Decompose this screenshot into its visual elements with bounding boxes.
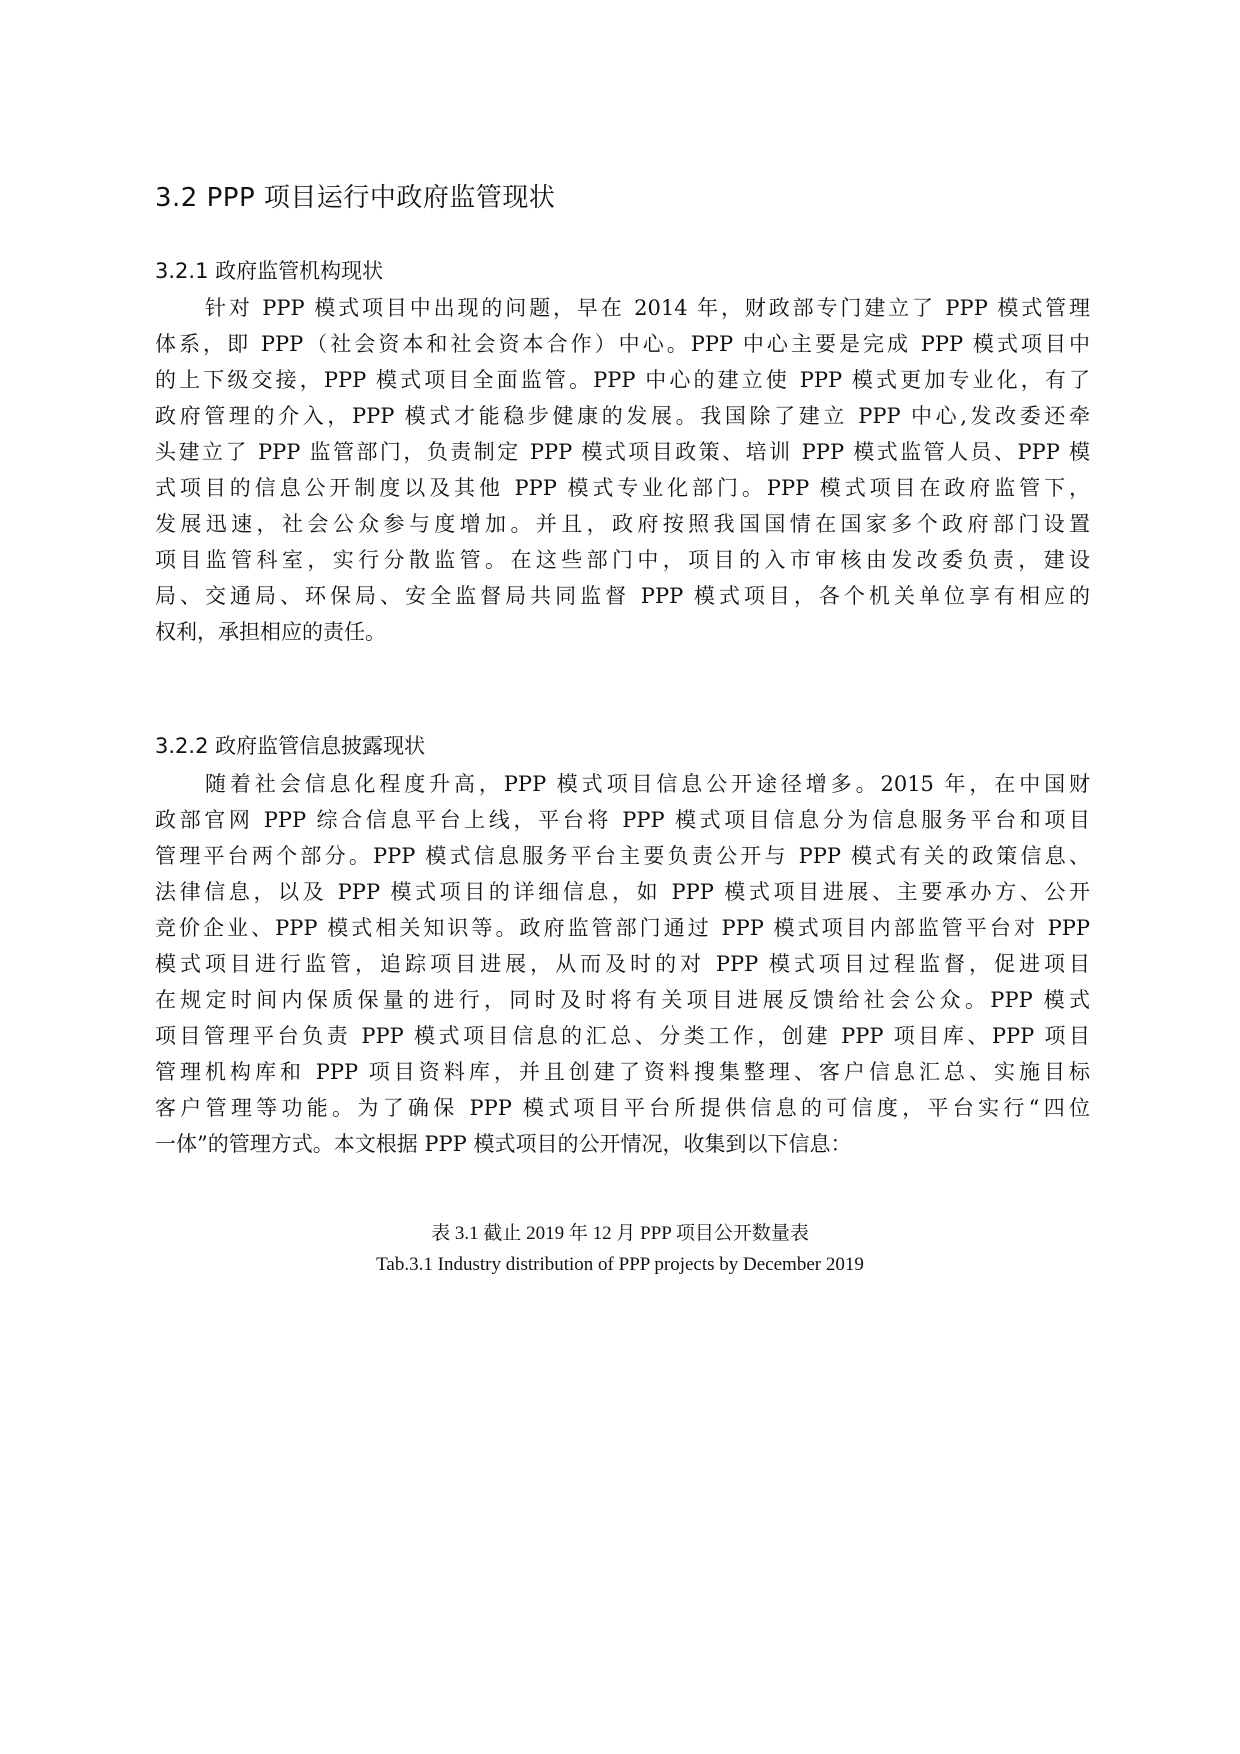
paragraph-line: 式项目的信息公开制度以及其他 PPP 模式专业化部门。PPP 模式项目在政府监管下， [155,476,1090,500]
table-caption-chinese: 表 3.1 截止 2019 年 12 月 PPP 项目公开数量表 [431,1223,809,1244]
paragraph-line: 的上下级交接，PPP 模式项目全面监管。PPP 中心的建立使 PPP 模式更加专业化，有了 [155,368,1090,392]
paragraph-line: 项目监管科室，实行分散监管。在这些部门中，项目的入市审核由发改委负责，建设 [155,548,1090,572]
paragraph-supervision-agencies [155,290,1090,650]
paragraph-line: 模式项目进行监管，追踪项目进展，从而及时的对 PPP 模式项目过程监督，促进项目 [155,952,1090,976]
paragraph-line: 法律信息，以及 PPP 模式项目的详细信息，如 PPP 模式项目进展、主要承办方、公开 [155,880,1090,904]
paragraph-line: 项目管理平台负责 PPP 模式项目信息的汇总、分类工作，创建 PPP 项目库、PPP 项目 [155,1024,1090,1048]
paragraph-line: 权利，承担相应的责任。 [155,620,386,644]
paragraph-line: 发展迅速，社会公众参与度增加。并且，政府按照我国国情在国家多个政府部门设置 [155,512,1090,536]
section-heading: 3.2 PPP 项目运行中政府监管现状 [155,183,556,213]
paragraph-line: 局、交通局、环保局、安全监督局共同监督 PPP 模式项目，各个机关单位享有相应的 [155,584,1090,608]
paragraph-line: 体系，即 PPP（社会资本和社会资本合作）中心。PPP 中心主要是完成 PPP 模式项目中 [155,332,1090,356]
paragraph-line: 政府管理的介入，PPP 模式才能稳步健康的发展。我国除了建立 PPP 中心,发改委还牵 [155,404,1090,428]
table-caption-english: Tab.3.1 Industry distribution of PPP projects by December 2019 [376,1254,864,1275]
paragraph-line: 客户管理等功能。为了确保 PPP 模式项目平台所提供信息的可信度，平台实行“四位 [155,1096,1090,1120]
paragraph-line: 针对 PPP 模式项目中出现的问题，早在 2014 年，财政部专门建立了 PPP 模式管理 [205,296,1090,320]
paragraph-line: 一体”的管理方式。本文根据 PPP 模式项目的公开情况，收集到以下信息： [155,1132,852,1156]
paragraph-information-disclosure [155,766,1090,1162]
paragraph-line: 在规定时间内保质保量的进行，同时及时将有关项目进展反馈给社会公众。PPP 模式 [155,988,1090,1012]
paragraph-line: 竞价企业、PPP 模式相关知识等。政府监管部门通过 PPP 模式项目内部监管平台对 PPP [155,916,1090,940]
paragraph-line: 管理机构库和 PPP 项目资料库，并且创建了资料搜集整理、客户信息汇总、实施目标 [155,1060,1090,1084]
paragraph-line: 管理平台两个部分。PPP 模式信息服务平台主要负责公开与 PPP 模式有关的政策信息、 [155,844,1090,868]
subsection-heading-3-2-2: 3.2.2 政府监管信息披露现状 [155,734,426,758]
paragraph-line: 头建立了 PPP 监管部门，负责制定 PPP 模式项目政策、培训 PPP 模式监管人员、PPP 模 [155,440,1090,464]
paragraph-line: 随着社会信息化程度升高，PPP 模式项目信息公开途径增多。2015 年，在中国财 [205,772,1090,796]
paragraph-line: 政部官网 PPP 综合信息平台上线，平台将 PPP 模式项目信息分为信息服务平台和项目 [155,808,1090,832]
subsection-heading-3-2-1: 3.2.1 政府监管机构现状 [155,259,384,283]
